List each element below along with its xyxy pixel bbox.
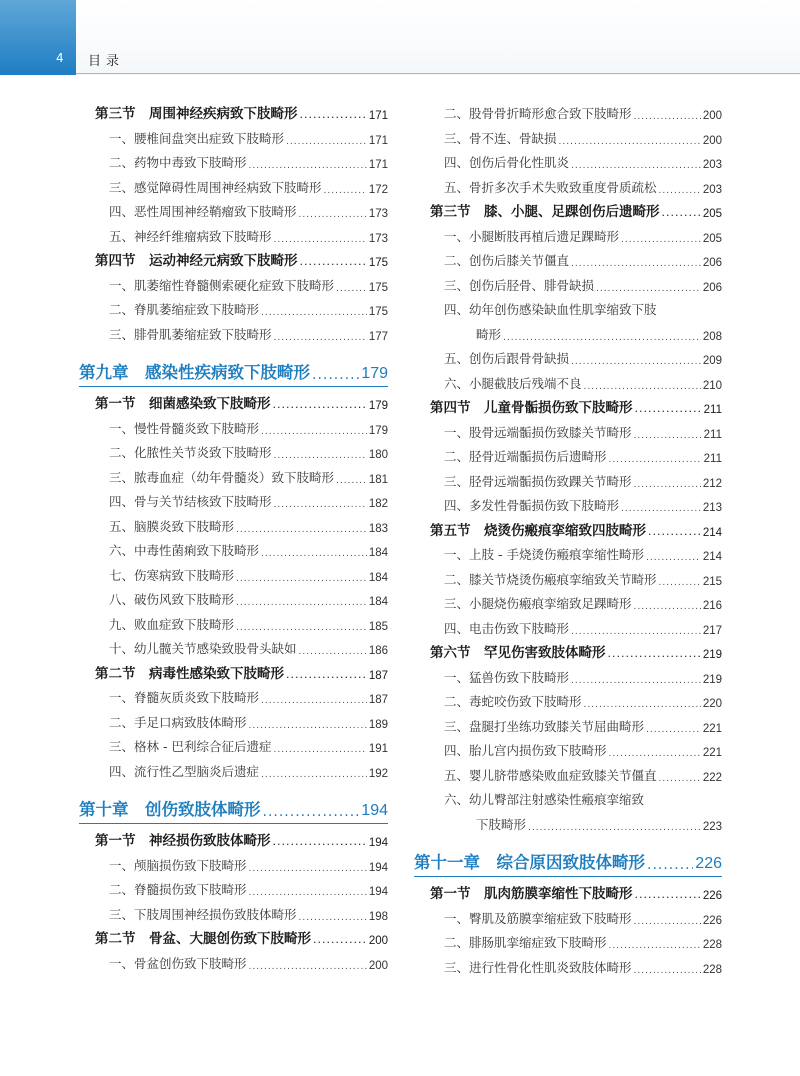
toc-entry-page: 200: [702, 110, 722, 122]
toc-entry-page: 171: [368, 110, 388, 122]
toc-entry-title: 一、股骨远端骺损伤致膝关节畸形: [444, 424, 632, 440]
toc-item-entry[interactable]: [414, 247, 722, 269]
toc-entry-title: 三、小腿烧伤瘢痕挛缩致足踝畸形: [444, 596, 632, 611]
toc-leader-dots: [634, 961, 701, 976]
toc-entry-page: 205: [702, 232, 722, 245]
toc-entry-page: 179: [368, 400, 388, 412]
toc-item-entry[interactable]: [414, 541, 722, 563]
toc-entry-title: 二、药物中毒致下肢畸形: [109, 155, 247, 170]
toc-item-entry[interactable]: [414, 762, 722, 784]
toc-entry-title: 二、腓肠肌挛缩症致下肢畸形: [444, 935, 607, 950]
toc-entry-page: 184: [368, 596, 388, 608]
toc-item-entry[interactable]: [79, 125, 388, 147]
toc-leader-dots: [273, 396, 367, 412]
toc-entry-title: 第十章 创伤致肢体畸形: [79, 800, 261, 819]
toc-leader-dots: [634, 912, 701, 927]
toc-item-entry[interactable]: [79, 901, 388, 923]
toc-entry-title: 四、创伤后骨化性肌炎: [444, 155, 570, 170]
toc-entry-page: 171: [368, 134, 388, 147]
toc-entry-title: 三、创伤后胫骨、腓骨缺损: [444, 277, 595, 293]
toc-entry-title: 二、化脓性关节炎致下肢畸形: [109, 445, 272, 460]
toc-entry-title: 二、胫骨近端骺损伤后遗畸形: [444, 449, 607, 464]
toc-leader-dots: [274, 230, 367, 245]
toc-entry-page: 184: [368, 571, 388, 584]
toc-entry-title: 三、格林 - 巴利综合征后遗症: [109, 739, 272, 754]
toc-item-entry[interactable]: [79, 296, 388, 318]
toc-item-entry[interactable]: [79, 415, 388, 437]
toc-entry-page: 175: [368, 306, 388, 318]
toc-entry-page: 185: [368, 620, 388, 633]
toc-item-entry[interactable]: [414, 296, 722, 318]
toc-leader-dots: [635, 400, 702, 416]
toc-leader-dots: [647, 854, 693, 873]
toc-section-entry[interactable]: [79, 925, 388, 947]
toc-entry-page: 203: [702, 159, 722, 171]
toc-section-entry[interactable]: [79, 827, 388, 849]
toc-entry-page: 228: [702, 963, 722, 976]
toc-entry-page: 206: [702, 257, 722, 269]
toc-item-entry[interactable]: [79, 513, 388, 535]
toc-item-entry[interactable]: [414, 345, 722, 367]
toc-entry-title: 四、胎儿宫内损伤致下肢畸形: [444, 743, 607, 758]
toc-leader-dots: [299, 205, 367, 220]
toc-leader-dots: [324, 181, 367, 196]
page-number: 4: [56, 51, 64, 65]
toc-entry-page: 182: [368, 498, 388, 510]
toc-leader-dots: [596, 279, 701, 294]
toc-leader-dots: [274, 495, 367, 510]
toc-entry-title: 四、恶性周围神经鞘瘤致下肢畸形: [109, 204, 297, 219]
toc-entry-page: 191: [368, 743, 388, 755]
toc-entry-page: 173: [368, 232, 388, 245]
toc-leader-dots: [236, 569, 367, 584]
toc-entry-page: 223: [702, 820, 722, 833]
toc-entry-page: 175: [368, 257, 388, 269]
toc-leader-dots: [571, 254, 701, 269]
toc-item-entry[interactable]: [79, 321, 388, 343]
toc-leader-dots: [249, 883, 367, 898]
toc-item-entry[interactable]: [79, 733, 388, 755]
toc-item-entry[interactable]: [414, 615, 722, 637]
toc-leader-dots: [648, 523, 701, 539]
toc-entry-title: 三、腓骨肌萎缩症致下肢畸形: [109, 326, 272, 342]
toc-leader-dots: [635, 886, 701, 902]
toc-item-entry[interactable]: [414, 443, 722, 465]
toc-leader-dots: [659, 573, 701, 588]
toc-entry-title: 三、下肢周围神经损伤致肢体畸形: [109, 906, 297, 922]
toc-item-entry[interactable]: [79, 709, 388, 731]
toc-entry-page: 214: [702, 526, 722, 539]
toc-entry-title: 七、伤寒病致下肢畸形: [109, 567, 235, 583]
toc-item-entry[interactable]: [79, 439, 388, 461]
toc-leader-dots: [299, 908, 367, 923]
toc-entry-page: 172: [368, 183, 388, 196]
toc-entry-page: 212: [702, 477, 722, 490]
toc-item-entry[interactable]: [414, 954, 722, 976]
toc-item-entry[interactable]: [414, 174, 722, 196]
toc-entry-title: 第三节 膝、小腿、足踝创伤后遗畸形: [430, 204, 660, 220]
toc-item-entry[interactable]: [414, 664, 722, 686]
toc-leader-dots: [299, 642, 367, 657]
toc-leader-dots: [249, 859, 367, 874]
toc-entry-page: 187: [368, 694, 388, 706]
toc-item-entry[interactable]: [414, 100, 722, 122]
toc-entry-page: 181: [368, 473, 388, 486]
toc-leader-dots: [261, 422, 367, 437]
toc-leader-dots: [571, 622, 701, 637]
toc-leader-dots: [634, 426, 702, 441]
toc-entry-title: 四、骨与关节结核致下肢畸形: [109, 494, 272, 509]
toc-leader-dots: [286, 132, 367, 147]
toc-cont-entry[interactable]: [414, 811, 722, 833]
toc-entry-page: 179: [361, 365, 388, 382]
toc-entry-page: 187: [368, 669, 388, 682]
toc-entry-page: 226: [702, 914, 722, 927]
toc-entry-title: 第二节 病毒性感染致下肢畸形: [95, 665, 284, 682]
toc-entry-title: 第十一章 综合原因致肢体畸形: [414, 853, 645, 872]
header-divider: [76, 73, 800, 74]
toc-entry-page: 203: [702, 183, 722, 196]
toc-entry-title: 五、脑膜炎致下肢畸形: [109, 518, 235, 534]
chapter-divider: [79, 823, 388, 824]
toc-entry-title: 六、小腿截肢后残端不良: [444, 375, 582, 391]
toc-entry-title: 第九章 感染性疾病致下肢畸形: [79, 363, 310, 382]
toc-leader-dots: [300, 253, 367, 269]
toc-entry-title: 四、多发性骨骺损伤致下肢畸形: [444, 498, 620, 513]
toc-entry-title: 六、中毒性菌痢致下肢畸形: [109, 543, 260, 558]
toc-section-entry[interactable]: [414, 880, 722, 902]
toc-entry-title: 六、幼儿臀部注射感染性瘢痕挛缩致: [444, 792, 645, 807]
toc-leader-dots: [571, 156, 701, 171]
toc-entry-title: 一、肌萎缩性脊髓侧索硬化症致下肢畸形: [109, 277, 335, 293]
toc-item-entry[interactable]: [79, 684, 388, 706]
toc-entry-page: 213: [702, 502, 722, 514]
toc-entry-title: 二、脊肌萎缩症致下肢畸形: [109, 302, 260, 317]
toc-chapter-entry[interactable]: [414, 849, 722, 873]
toc-entry-page: 175: [368, 281, 388, 294]
toc-item-entry[interactable]: [79, 876, 388, 898]
toc-entry-title: 一、臀肌及筋膜挛缩症致下肢畸形: [444, 910, 632, 926]
toc-entry-title: 一、脊髓灰质炎致下肢畸形: [109, 690, 260, 705]
toc-chapter-entry[interactable]: [79, 796, 388, 820]
toc-leader-dots: [646, 720, 701, 735]
toc-entry-page: 226: [695, 855, 722, 872]
toc-entry-title: 第六节 罕见伤害致肢体畸形: [430, 645, 606, 661]
toc-entry-page: 189: [368, 718, 388, 731]
toc-leader-dots: [609, 744, 701, 759]
toc-leader-dots: [261, 691, 367, 706]
toc-entry-title: 八、破伤风致下肢畸形: [109, 592, 235, 607]
toc-item-entry[interactable]: [79, 586, 388, 608]
toc-entry-title: 第四节 运动神经元病致下肢畸形: [95, 253, 298, 269]
toc-entry-title: 五、创伤后跟骨骨缺损: [444, 351, 570, 366]
toc-entry-title: 四、电击伤致下肢畸形: [444, 620, 570, 636]
toc-entry-title: 一、小腿断肢再植后遗足踝畸形: [444, 228, 620, 244]
toc-entry-title: 一、上肢 - 手烧烫伤瘢痕挛缩性畸形: [444, 547, 644, 562]
toc-leader-dots: [503, 328, 701, 343]
toc-entry-page: 221: [702, 747, 722, 759]
toc-leader-dots: [634, 597, 701, 612]
toc-leader-dots: [336, 471, 367, 486]
toc-entry-title: 五、神经纤维瘤病致下肢畸形: [109, 228, 272, 244]
section-title: 目录: [88, 54, 125, 69]
toc-entry-page: 173: [368, 208, 388, 220]
toc-leader-dots: [236, 618, 367, 633]
toc-section-entry[interactable]: [79, 660, 388, 682]
toc-item-entry[interactable]: [79, 223, 388, 245]
toc-item-entry[interactable]: [414, 737, 722, 759]
toc-leader-dots: [236, 593, 367, 608]
toc-leader-dots: [621, 230, 701, 245]
toc-leader-dots: [659, 769, 701, 784]
toc-leader-dots: [261, 765, 367, 780]
toc-leader-dots: [559, 132, 701, 147]
toc-entry-page: 211: [703, 453, 722, 465]
toc-entry-page: 184: [368, 547, 388, 559]
toc-item-entry[interactable]: [79, 537, 388, 559]
toc-leader-dots: [274, 328, 367, 343]
toc-leader-dots: [528, 818, 701, 833]
toc-entry-title: 三、盘腿打坐练功致膝关节屈曲畸形: [444, 718, 645, 734]
toc-entry-title: 二、毒蛇咬伤致下肢畸形: [444, 694, 582, 709]
chapter-divider: [79, 386, 388, 387]
toc-entry-page: 219: [702, 673, 722, 686]
toc-item-entry[interactable]: [414, 688, 722, 710]
toc-leader-dots: [273, 740, 366, 755]
toc-item-entry[interactable]: [414, 272, 722, 294]
toc-section-entry[interactable]: [79, 100, 388, 122]
toc-leader-dots: [634, 107, 701, 122]
toc-entry-page: 211: [703, 428, 722, 441]
toc-leader-dots: [300, 106, 367, 122]
toc-entry-title: 二、股骨骨折畸形愈合致下肢畸形: [444, 106, 632, 121]
page-header: [0, 0, 800, 75]
toc-entry-page: 177: [368, 330, 388, 343]
toc-leader-dots: [571, 352, 701, 367]
toc-entry-page: 198: [368, 910, 388, 923]
toc-leader-dots: [263, 801, 360, 820]
toc-entry-title: 第一节 细菌感染致下肢畸形: [95, 396, 271, 412]
toc-entry-page: 200: [702, 134, 722, 147]
toc-entry-title: 二、膝关节烧烫伤瘢痕挛缩致关节畸形: [444, 571, 657, 587]
toc-item-entry[interactable]: [79, 562, 388, 584]
toc-entry-page: 226: [702, 890, 722, 902]
header-color-tab: [0, 0, 76, 75]
toc-entry-page: 194: [361, 802, 388, 819]
toc-entry-title: 畸形: [476, 326, 502, 342]
toc-leader-dots: [608, 645, 701, 661]
toc-leader-dots: [313, 931, 367, 947]
toc-leader-dots: [236, 520, 367, 535]
toc-entry-title: 五、婴儿脐带感染败血症致膝关节僵直: [444, 767, 657, 783]
toc-leader-dots: [336, 279, 367, 294]
toc-entry-page: 214: [702, 551, 722, 563]
toc-entry-page: 206: [702, 281, 722, 294]
toc-item-entry[interactable]: [79, 174, 388, 196]
toc-entry-title: 二、创伤后膝关节僵直: [444, 253, 570, 268]
toc-item-entry[interactable]: [79, 488, 388, 510]
toc-entry-title: 三、进行性骨化性肌炎致肢体畸形: [444, 959, 632, 975]
toc-entry-page: 221: [702, 722, 722, 735]
toc-leader-dots: [609, 450, 702, 465]
toc-entry-page: 194: [368, 886, 388, 898]
toc-entry-page: 200: [368, 935, 388, 947]
toc-item-entry[interactable]: [79, 198, 388, 220]
toc-cont-entry[interactable]: [414, 321, 722, 343]
toc-item-entry[interactable]: [414, 905, 722, 927]
toc-entry-page: 183: [368, 522, 388, 535]
toc-item-entry[interactable]: [414, 786, 722, 808]
toc-entry-title: 第一节 神经损伤致肢体畸形: [95, 833, 271, 849]
toc-chapter-entry[interactable]: [79, 359, 388, 383]
toc-entry-title: 九、败血症致下肢畸形: [109, 616, 235, 632]
toc-entry-page: 211: [703, 404, 722, 416]
toc-entry-title: 第二节 骨盆、大腿创伤致下肢畸形: [95, 931, 311, 947]
toc-leader-dots: [249, 957, 367, 972]
toc-entry-title: 第一节 肌肉筋膜挛缩性下肢畸形: [430, 886, 633, 902]
toc-entry-page: 200: [368, 959, 388, 972]
toc-entry-title: 二、脊髓损伤致下肢畸形: [109, 882, 247, 897]
toc-leader-dots: [634, 475, 701, 490]
toc-leader-dots: [261, 303, 367, 318]
toc-item-entry[interactable]: [414, 929, 722, 951]
toc-item-entry[interactable]: [414, 468, 722, 490]
toc-entry-page: 180: [368, 449, 388, 461]
toc-entry-title: 四、幼年创伤感染缺血性肌挛缩致下肢: [444, 302, 657, 317]
toc-entry-page: 192: [368, 767, 388, 780]
toc-item-entry[interactable]: [414, 713, 722, 735]
toc-leader-dots: [584, 695, 701, 710]
toc-item-entry[interactable]: [414, 566, 722, 588]
toc-entry-page: 219: [702, 649, 722, 661]
toc-leader-dots: [261, 544, 367, 559]
toc-leader-dots: [249, 156, 367, 171]
toc-entry-title: 三、感觉障碍性周围神经病致下肢畸形: [109, 179, 322, 195]
toc-item-entry[interactable]: [414, 590, 722, 612]
toc-item-entry[interactable]: [414, 370, 722, 392]
toc-entry-title: 五、骨折多次手术失败致重度骨质疏松: [444, 179, 657, 195]
toc-item-entry[interactable]: [79, 950, 388, 972]
toc-entry-title: 三、骨不连、骨缺损: [444, 130, 557, 146]
toc-leader-dots: [273, 833, 367, 849]
toc-entry-title: 一、骨盆创伤致下肢畸形: [109, 955, 247, 971]
toc-entry-page: 171: [368, 159, 388, 171]
toc-entry-title: 十、幼儿髋关节感染致股骨头缺如: [109, 641, 297, 656]
toc-leader-dots: [584, 377, 701, 392]
toc-entry-page: 220: [702, 698, 722, 710]
toc-item-entry[interactable]: [79, 635, 388, 657]
toc-entry-page: 222: [702, 771, 722, 784]
toc-item-entry[interactable]: [414, 125, 722, 147]
toc-item-entry[interactable]: [79, 611, 388, 633]
toc-section-entry[interactable]: [79, 390, 388, 412]
toc-entry-title: 三、脓毒血症（幼年骨髓炎）致下肢畸形: [109, 469, 335, 485]
toc-entry-title: 四、流行性乙型脑炎后遗症: [109, 763, 260, 779]
toc-entry-page: 179: [368, 424, 388, 437]
toc-entry-page: 186: [368, 645, 388, 657]
toc-section-entry[interactable]: [414, 394, 722, 416]
toc-entry-page: 216: [702, 600, 722, 612]
toc-leader-dots: [571, 671, 701, 686]
toc-item-entry[interactable]: [414, 149, 722, 171]
toc-leader-dots: [662, 204, 701, 220]
toc-leader-dots: [646, 548, 701, 563]
toc-entry-title: 下肢畸形: [476, 816, 527, 832]
toc-section-entry[interactable]: [79, 247, 388, 269]
toc-entry-page: 209: [702, 355, 722, 367]
toc-leader-dots: [659, 181, 701, 196]
toc-entry-page: 208: [702, 330, 722, 343]
toc-section-entry[interactable]: [414, 517, 722, 539]
toc-entry-title: 二、手足口病致肢体畸形: [109, 714, 247, 730]
toc-entry-title: 三、胫骨远端骺损伤致踝关节畸形: [444, 473, 632, 489]
toc-item-entry[interactable]: [79, 852, 388, 874]
toc-leader-dots: [621, 499, 701, 514]
toc-entry-title: 一、猛兽伤致下肢畸形: [444, 669, 570, 685]
toc-entry-page: 215: [702, 575, 722, 588]
toc-entry-title: 第三节 周围神经疾病致下肢畸形: [95, 106, 298, 122]
toc-item-entry[interactable]: [79, 149, 388, 171]
toc-entry-page: 210: [702, 379, 722, 392]
toc-entry-title: 第四节 儿童骨骺损伤致下肢畸形: [430, 400, 633, 416]
toc-section-entry[interactable]: [414, 639, 722, 661]
toc-entry-page: 217: [702, 624, 722, 637]
toc-entry-page: 194: [368, 861, 388, 874]
toc-item-entry[interactable]: [79, 272, 388, 294]
toc-leader-dots: [312, 364, 359, 383]
toc-entry-title: 第五节 烧烫伤瘢痕挛缩致四肢畸形: [430, 522, 646, 539]
toc-item-entry[interactable]: [414, 492, 722, 514]
chapter-divider: [414, 876, 722, 877]
toc-entry-title: 一、颅脑损伤致下肢畸形: [109, 857, 247, 873]
toc-leader-dots: [249, 716, 367, 731]
toc-leader-dots: [609, 936, 701, 951]
toc-entry-title: 一、慢性骨髓炎致下肢畸形: [109, 420, 260, 436]
toc-item-entry[interactable]: [79, 758, 388, 780]
toc-leader-dots: [286, 666, 367, 682]
toc-item-entry[interactable]: [414, 419, 722, 441]
toc-leader-dots: [274, 446, 367, 461]
toc-item-entry[interactable]: [414, 223, 722, 245]
toc-item-entry[interactable]: [79, 464, 388, 486]
toc-entry-page: 205: [702, 208, 722, 220]
toc-entry-page: 228: [702, 939, 722, 951]
toc-entry-title: 一、腰椎间盘突出症致下肢畸形: [109, 130, 285, 146]
toc-section-entry[interactable]: [414, 198, 722, 220]
toc-entry-page: 194: [368, 837, 388, 849]
